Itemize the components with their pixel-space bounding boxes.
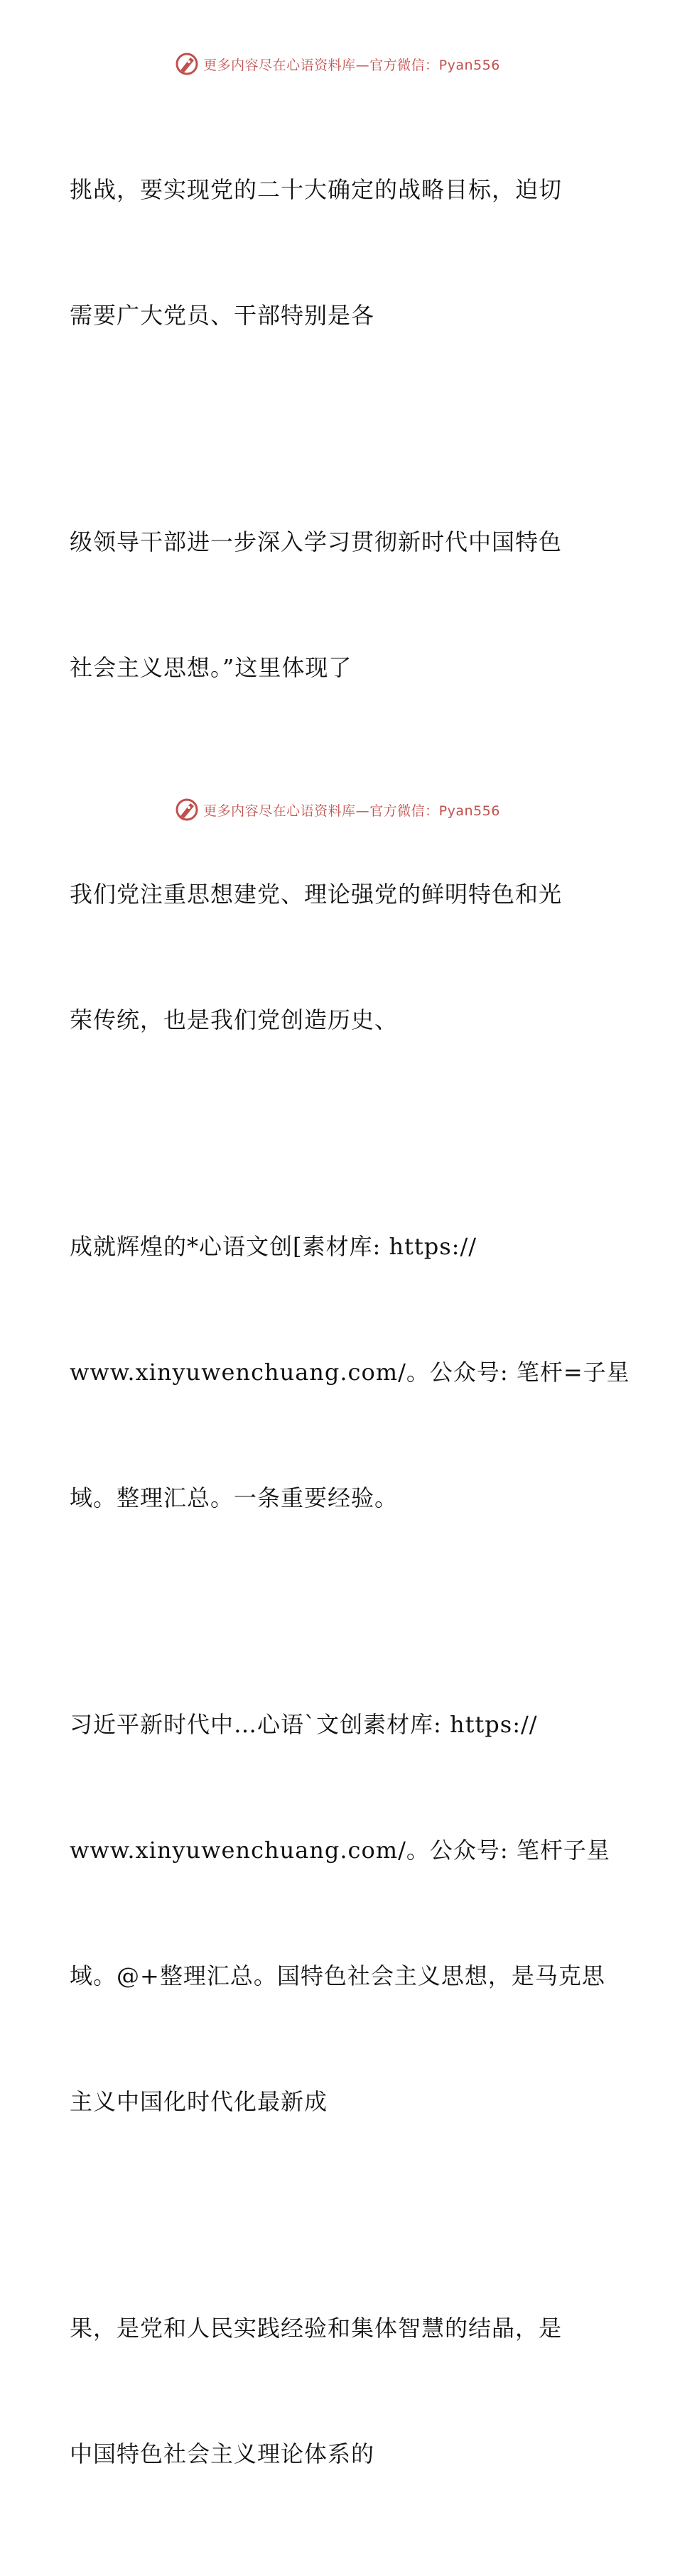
paragraph-4-line-3: 域。整理汇总。一条重要经验。 [70,1484,399,1511]
paragraph-3-line-2: 荣传统，也是我们党创造历史、 [70,1006,399,1033]
paragraph-4-line-2: www.xinyuwenchuang.com/。公众号: 笔杆=子星 [70,1359,630,1386]
paragraph-4-line-1: 成就辉煌的*心语文创[素材库: https:// [70,1233,477,1260]
paragraph-1-line-1: 挑战，要实现党的二十大确定的战略目标，迫切 [70,176,563,203]
paragraph-1 [70,85,617,420]
paragraph-2-line-2: 社会主义思想。”这里体现了 [70,654,352,681]
header-banner-text: 更多内容尽在心语资料库—官方微信：Pyan556 [203,57,500,73]
paragraph-3-line-1: 我们党注重思想建党、理论强党的鲜明特色和光 [70,881,563,908]
paragraph-5-line-4: 主义中国化时代化最新成 [70,2088,328,2115]
pen-logo-icon [175,798,199,822]
footer-banner [0,795,675,824]
footer-banner-text: 更多内容尽在心语资料库—官方微信：Pyan556 [203,803,500,819]
paragraph-5-line-1: 习近平新时代中…心语`文创素材库: https:// [70,1711,538,1738]
paragraph-5-line-3: 域。@+整理汇总。国特色社会主义思想，是马克思 [70,1962,605,1989]
paragraph-2 [70,438,617,773]
header-banner [0,50,675,78]
paragraph-6 [70,2224,617,2559]
paragraph-5 [70,1620,617,2207]
paragraph-6-line-1: 果，是党和人民实践经验和集体智慧的结晶，是 [70,2315,563,2342]
paragraph-6-line-2: 中国特色社会主义理论体系的 [70,2440,375,2467]
paragraph-5-line-2: www.xinyuwenchuang.com/。公众号: 笔杆子星 [70,1837,610,1864]
paragraph-4 [70,1142,630,1603]
paragraph-3 [70,790,617,1125]
document-body [70,85,630,2576]
paragraph-1-line-2: 需要广大党员、干部特别是各 [70,302,375,329]
paragraph-2-line-1: 级领导干部进一步深入学习贯彻新时代中国特色 [70,528,563,555]
pen-logo-icon [175,52,199,76]
